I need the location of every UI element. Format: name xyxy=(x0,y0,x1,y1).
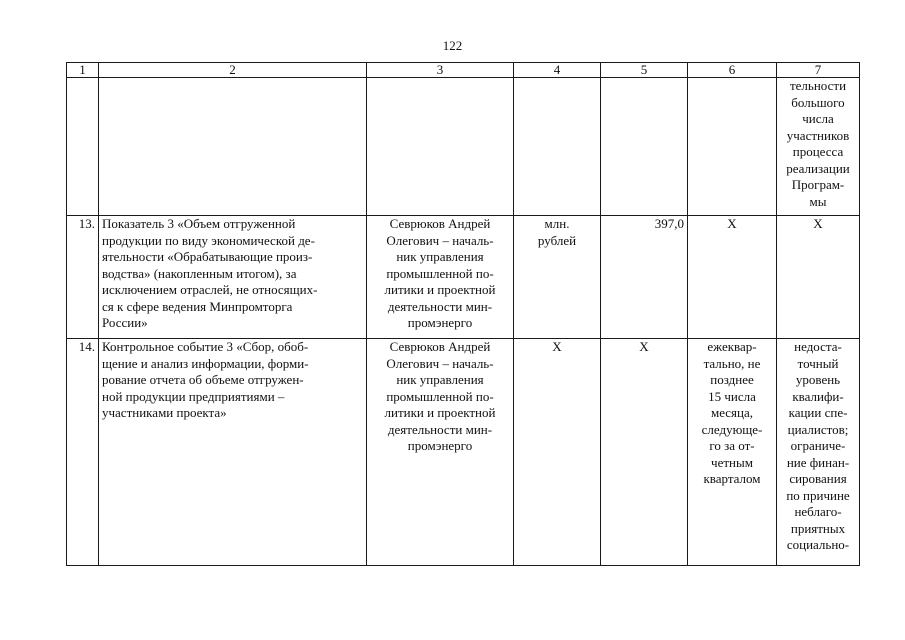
risk-cell: X xyxy=(777,216,860,339)
page-number: 122 xyxy=(442,38,463,53)
unit-cell: млн. рублей xyxy=(514,216,601,339)
row-number-cell: 13. xyxy=(67,216,99,339)
column-header: 1 xyxy=(67,63,99,78)
column-header: 7 xyxy=(777,63,860,78)
item-name-cell xyxy=(99,78,367,216)
table-row xyxy=(67,339,860,566)
responsible-cell: Севрюков Андрей Олегович – началь- ник управления промышленной по- литики и проектной деятельности мин- промэнерго xyxy=(367,339,514,566)
risk-cell: недоста- точный уровень квалифи- кации спе- циалистов; ограниче- ние финан- сирования по причине неблаго- приятных социально- xyxy=(777,339,860,566)
value-cell: 397,0 xyxy=(601,216,688,339)
column-header: 6 xyxy=(688,63,777,78)
item-name-cell: Контрольное событие 3 «Сбор, обоб- щение и анализ информации, форми- рование отчета об объеме отгружен- ной продукции предприятиями – участниками проекта» xyxy=(99,339,367,566)
table-row xyxy=(67,216,860,339)
deadline-cell xyxy=(688,78,777,216)
responsible-cell xyxy=(367,78,514,216)
value-cell xyxy=(601,78,688,216)
table-header-row xyxy=(67,63,860,78)
column-header: 4 xyxy=(514,63,601,78)
value-cell: X xyxy=(601,339,688,566)
column-header: 2 xyxy=(99,63,367,78)
row-number-cell xyxy=(67,78,99,216)
column-header: 5 xyxy=(601,63,688,78)
unit-cell: X xyxy=(514,339,601,566)
row-number-cell: 14. xyxy=(67,339,99,566)
responsible-cell: Севрюков Андрей Олегович – началь- ник управления промышленной по- литики и проектной деятельности мин- промэнерго xyxy=(367,216,514,339)
deadline-cell: X xyxy=(688,216,777,339)
unit-cell xyxy=(514,78,601,216)
item-name-cell: Показатель 3 «Объем отгруженной продукции по виду экономической де- ятельности «Обрабатывающие произ- водства» (накопленным итогом), за исключением отраслей, не относящих- ся к сфере ведения Минпромторга России» xyxy=(99,216,367,339)
deadline-cell: ежеквар- тально, не позднее 15 числа месяца, следующе- го за от- четным кварталом xyxy=(688,339,777,566)
risk-cell: тельности большого числа участников процесса реализации Програм- мы xyxy=(777,78,860,216)
plan-table xyxy=(66,62,860,566)
table-row xyxy=(67,78,860,216)
column-header: 3 xyxy=(367,63,514,78)
